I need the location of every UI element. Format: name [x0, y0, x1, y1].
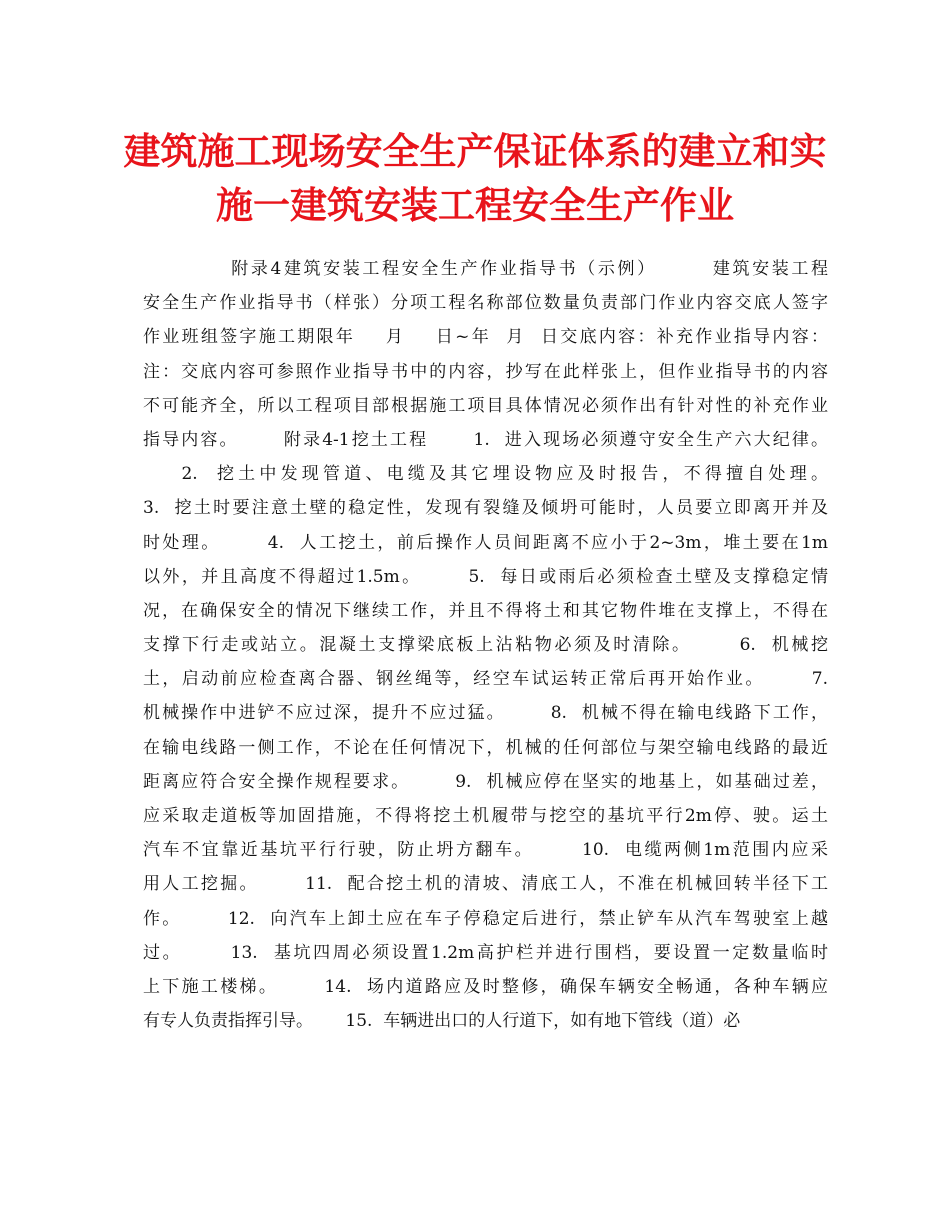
- body-line: 作业班组签字施工期限年 月 日~年 月 日交底内容：补充作业指导内容：: [143, 327, 828, 348]
- title-line-1: 建筑施工现场安全生产保证体系的建立和实: [123, 129, 827, 173]
- title-line-2: 施一建筑安装工程安全生产作业: [216, 183, 734, 227]
- body-line: 土，启动前应检查离合器、钢丝绳等，经空车试运转正常后再开始作业。 7.: [143, 669, 828, 690]
- body-line: 不可能齐全，所以工程项目部根据施工项目具体情况必须作出有针对性的补充作业: [143, 395, 828, 416]
- body-line: 在输电线路一侧工作，不论在任何情况下，机械的任何部位与架空输电线路的最近: [143, 737, 828, 758]
- body-line: 3. 挖土时要注意土壁的稳定性，发现有裂缝及倾坍可能时，人员要立即离开并及: [143, 498, 828, 519]
- body-line: 2. 挖土中发现管道、电缆及其它埋设物应及时报告，不得擅自处理。: [143, 464, 828, 485]
- document-title: [120, 124, 830, 232]
- body-line: 机械操作中进铲不应过深，提升不应过猛。 8. 机械不得在输电线路下工作，: [143, 703, 828, 724]
- body-line: 时处理。 4. 人工挖土，前后操作人员间距离不应小于2~3m，堆土要在1m: [143, 532, 828, 553]
- body-line: 作。 12. 向汽车上卸土应在车子停稳定后进行，禁止铲车从汽车驾驶室上越: [143, 908, 828, 929]
- document-body: [143, 252, 828, 1038]
- body-line: 汽车不宜靠近基坑平行行驶，防止坍方翻车。 10. 电缆两侧1m范围内应采: [143, 840, 828, 861]
- body-line: 上下施工楼梯。 14. 场内道路应及时整修，确保车辆安全畅通，各种车辆应: [143, 976, 828, 997]
- body-line: 以外，并且高度不得超过1.5m。 5. 每日或雨后必须检查土壁及支撑稳定情: [143, 566, 828, 587]
- body-line: 附录4建筑安装工程安全生产作业指导书（示例） 建筑安装工程: [143, 259, 828, 279]
- body-line: 用人工挖掘。 11. 配合挖土机的清坡、清底工人，不准在机械回转半径下工: [143, 874, 828, 895]
- body-line: 支撑下行走或站立。混凝土支撑梁底板上沾粘物必须及时清除。 6. 机械挖: [143, 635, 828, 656]
- body-line: 有专人负责指挥引导。 15. 车辆进出口的人行道下，如有地下管线（道）必: [143, 1011, 741, 1032]
- body-line: 安全生产作业指导书（样张）分项工程名称部位数量负责部门作业内容交底人签字: [143, 293, 828, 314]
- body-line: 况，在确保安全的情况下继续工作，并且不得将土和其它物件堆在支撑上，不得在: [143, 600, 828, 621]
- body-line: 指导内容。 附录4-1挖土工程 1. 进入现场必须遵守安全生产六大纪律。: [143, 429, 828, 450]
- body-line: 注：交底内容可参照作业指导书中的内容，抄写在此样张上，但作业指导书的内容: [143, 361, 828, 382]
- body-line: 距离应符合安全操作规程要求。 9. 机械应停在坚实的地基上，如基础过差，: [143, 771, 828, 792]
- body-line: 过。 13. 基坑四周必须设置1.2m高护栏并进行围档，要设置一定数量临时: [143, 942, 828, 963]
- body-line: 应采取走道板等加固措施，不得将挖土机履带与挖空的基坑平行2m停、驶。运土: [143, 806, 828, 826]
